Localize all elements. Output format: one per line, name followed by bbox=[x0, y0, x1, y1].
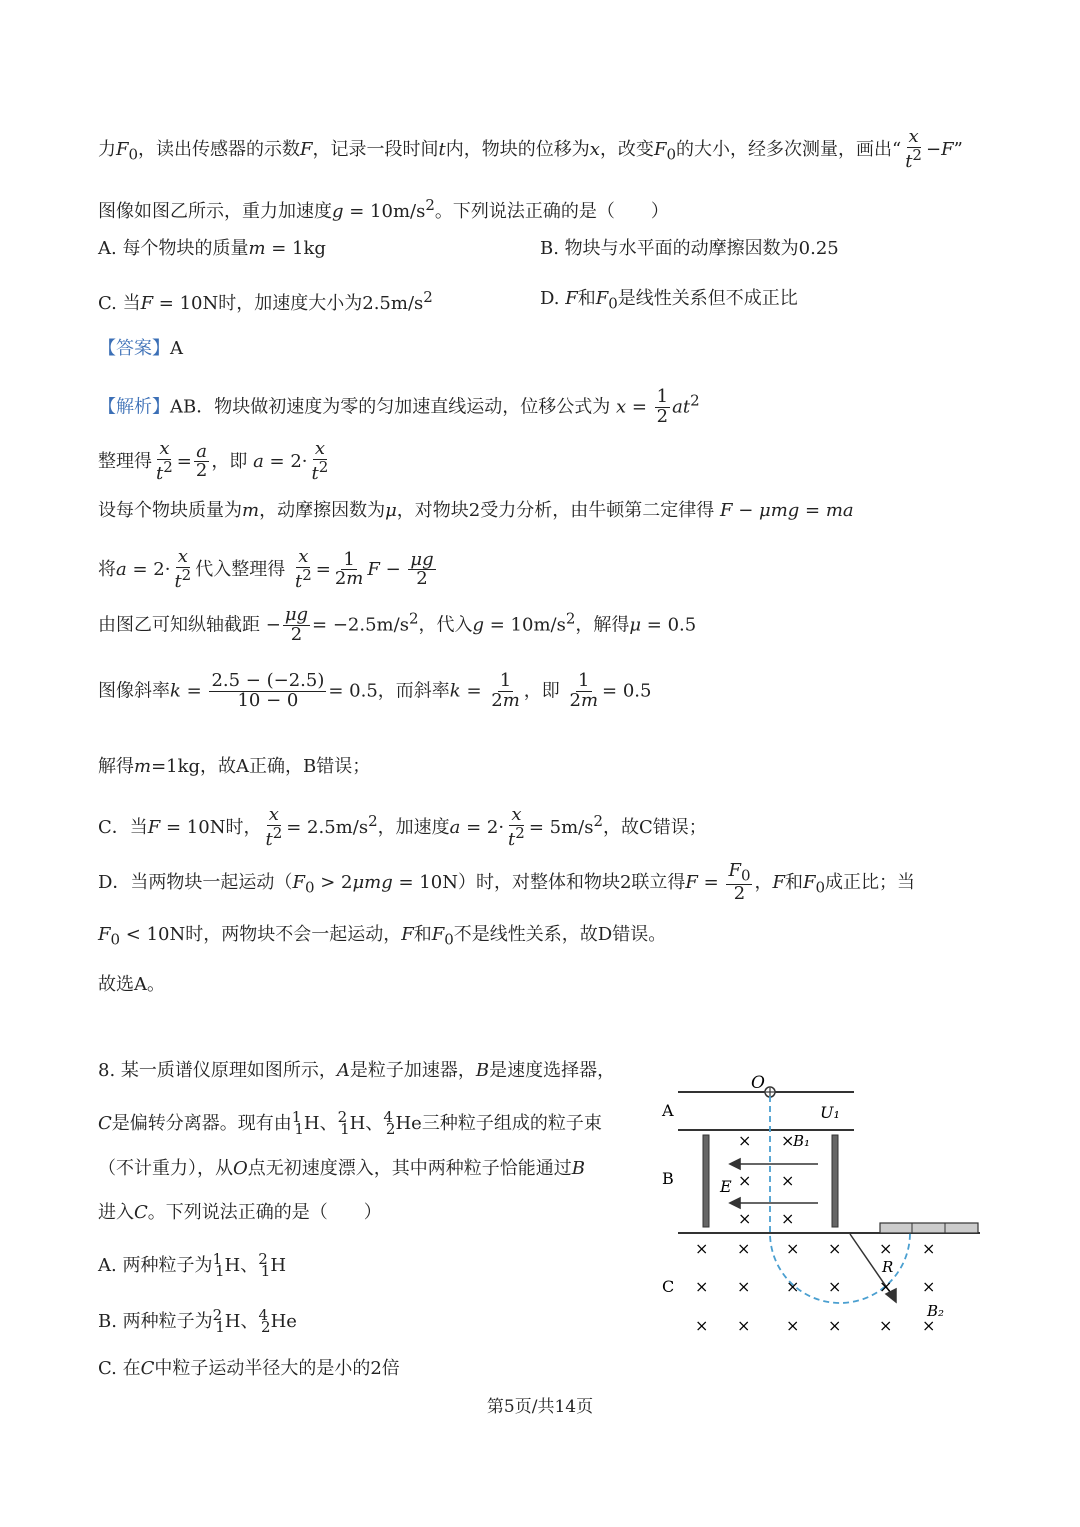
svg-text:×: × bbox=[737, 1277, 751, 1296]
analysis-line-1: 【解析】AB．物块做初速度为零的匀加速直线运动，位移公式为 x = $\frac{1}{2}$ $at^2$ bbox=[98, 386, 700, 427]
analysis-line-11: 故选A。 bbox=[98, 974, 165, 995]
label-u1: U₁ bbox=[820, 1103, 840, 1122]
analysis-line-9: D．当两物块一起运动$(F_0 > 2\mu mg = 10N)$时，对整体和物块2联立得F = $\frac{F_0}{2}$ ，F和$F_0$成正比；当 bbox=[98, 860, 916, 905]
label-c: C bbox=[662, 1277, 675, 1296]
selector-right-plate bbox=[832, 1135, 838, 1227]
q8-stem-line-1: 8. 某一质谱仪原理如图所示，A是粒子加速器，B是速度选择器， bbox=[98, 1060, 616, 1081]
svg-text:×: × bbox=[737, 1239, 751, 1258]
svg-text:×: × bbox=[828, 1277, 842, 1296]
analysis-line-5: 由图乙可知纵轴截距 − $\frac{\mu g}{2}$ = $-2.5m/s^2$，代入$g = 10m/s^2$，解得μ = 0.5 bbox=[98, 604, 697, 645]
label-o: O bbox=[751, 1073, 765, 1093]
svg-text:×: × bbox=[922, 1316, 936, 1335]
q7-option-c: C. 当F = 10N时，加速度大小为$2.5m/s^2$ bbox=[98, 288, 433, 314]
q8-stem-line-4: 进入C。下列说法正确的是（ ） bbox=[98, 1202, 382, 1223]
svg-text:×: × bbox=[828, 1316, 842, 1335]
svg-text:×: × bbox=[786, 1316, 800, 1335]
deflector-field-crosses bbox=[695, 1239, 935, 1335]
q8-stem-line-2: C是偏转分离器。现有由$^1_1$H、$^2_1$H、$^4_2$He三种粒子组成的粒子束 bbox=[98, 1108, 602, 1138]
analysis-line-7: 解得m=1kg，故A正确，B错误； bbox=[98, 756, 371, 777]
svg-text:×: × bbox=[695, 1277, 709, 1296]
svg-text:×: × bbox=[828, 1239, 842, 1258]
label-b2: B₂ bbox=[927, 1302, 945, 1320]
svg-text:×: × bbox=[695, 1316, 709, 1335]
svg-text:×: × bbox=[781, 1131, 795, 1150]
analysis-tag: 【解析】 bbox=[98, 396, 170, 418]
page-number: 第5页/共14页 bbox=[486, 1397, 594, 1417]
answer-tag: 【答案】 bbox=[98, 338, 170, 359]
q7-stem-line-2: 图像如图乙所示，重力加速度$g = 10m/s^2$。下列说法正确的是（ ） bbox=[98, 196, 669, 222]
selector-field-crosses bbox=[738, 1131, 794, 1228]
q7-option-d: D. F和$F_0$是线性关系但不成正比 bbox=[540, 288, 798, 313]
selector-left-plate bbox=[703, 1135, 709, 1227]
svg-text:×: × bbox=[879, 1277, 893, 1296]
svg-text:×: × bbox=[922, 1277, 936, 1296]
answer-value: A bbox=[170, 338, 183, 359]
detector-plate bbox=[880, 1223, 978, 1233]
analysis-line-2: 整理得 $\frac{x}{t^2}$ = $\frac{a}{2}$ ，即 a = 2· $\frac{x}{t^2}$ bbox=[98, 438, 329, 484]
svg-text:×: × bbox=[738, 1171, 752, 1190]
svg-text:×: × bbox=[737, 1316, 751, 1335]
q8-stem-line-3: （不计重力），从O点无初速度漂入，其中两种粒子恰能通过B bbox=[98, 1158, 585, 1179]
analysis-line-10: $F_0 < 10N$时，两物块不会一起运动，F和$F_0$不是线性关系，故D错误。 bbox=[98, 924, 667, 949]
svg-text:×: × bbox=[922, 1239, 936, 1258]
label-e: E bbox=[720, 1177, 732, 1196]
svg-text:×: × bbox=[786, 1277, 800, 1296]
svg-text:×: × bbox=[879, 1316, 893, 1335]
q7-answer bbox=[98, 338, 183, 360]
svg-text:×: × bbox=[738, 1209, 752, 1228]
q8-option-a: A. 两种粒子为$^1_1$H、$^2_1$H bbox=[98, 1250, 287, 1280]
label-b: B bbox=[662, 1169, 674, 1188]
analysis-line-6: 图像斜率k = $\frac{2.5 - (-2.5)}{10 - 0}$ = 0.5，而斜率k = $\frac{1}{2m}$ ，即 $\frac{1}{2m}$ = 0.5 bbox=[98, 670, 652, 711]
q7-stem-line-1: 力$F_0$，读出传感器的示数F，记录一段时间t内，物块的位移为x，改变$F_0$的大小，经多次测量，画出“ $\frac{x}{t^2}$ −F” bbox=[98, 126, 963, 172]
svg-text:×: × bbox=[781, 1209, 795, 1228]
svg-text:×: × bbox=[781, 1171, 795, 1190]
q7-option-b: B. 物块与水平面的动摩擦因数为0.25 bbox=[540, 238, 839, 259]
label-r: R bbox=[882, 1258, 894, 1276]
analysis-line-8: C．当F = 10N时， $\frac{x}{t^2}$ = $2.5m/s^2$，加速度a = 2· $\frac{x}{t^2}$ = $5m/s^2$，故C错误； bbox=[98, 804, 707, 850]
svg-text:×: × bbox=[786, 1239, 800, 1258]
svg-text:×: × bbox=[738, 1131, 752, 1150]
svg-text:×: × bbox=[695, 1239, 709, 1258]
q7-option-a: A. 每个物块的质量m = 1kg bbox=[98, 238, 326, 259]
q8-option-b: B. 两种粒子为$^2_1$H、$^4_2$He bbox=[98, 1306, 297, 1336]
analysis-line-4: 将a = 2· $\frac{x}{t^2}$ 代入整理得 $\frac{x}{t^2}$ = $\frac{1}{2m}$ F − $\frac{\mu g}{2}$ bbox=[98, 546, 434, 592]
svg-text:×: × bbox=[879, 1239, 893, 1258]
mass-spectrometer-diagram bbox=[650, 1060, 990, 1350]
q8-option-c: C. 在C中粒子运动半径大的是小的2倍 bbox=[98, 1358, 400, 1379]
label-a: A bbox=[662, 1101, 674, 1120]
analysis-line-3: 设每个物块质量为m，动摩擦因数为μ，对物块2受力分析，由牛顿第二定律得 F − μmg = ma bbox=[98, 500, 854, 521]
label-b1: B₁ bbox=[793, 1132, 811, 1150]
